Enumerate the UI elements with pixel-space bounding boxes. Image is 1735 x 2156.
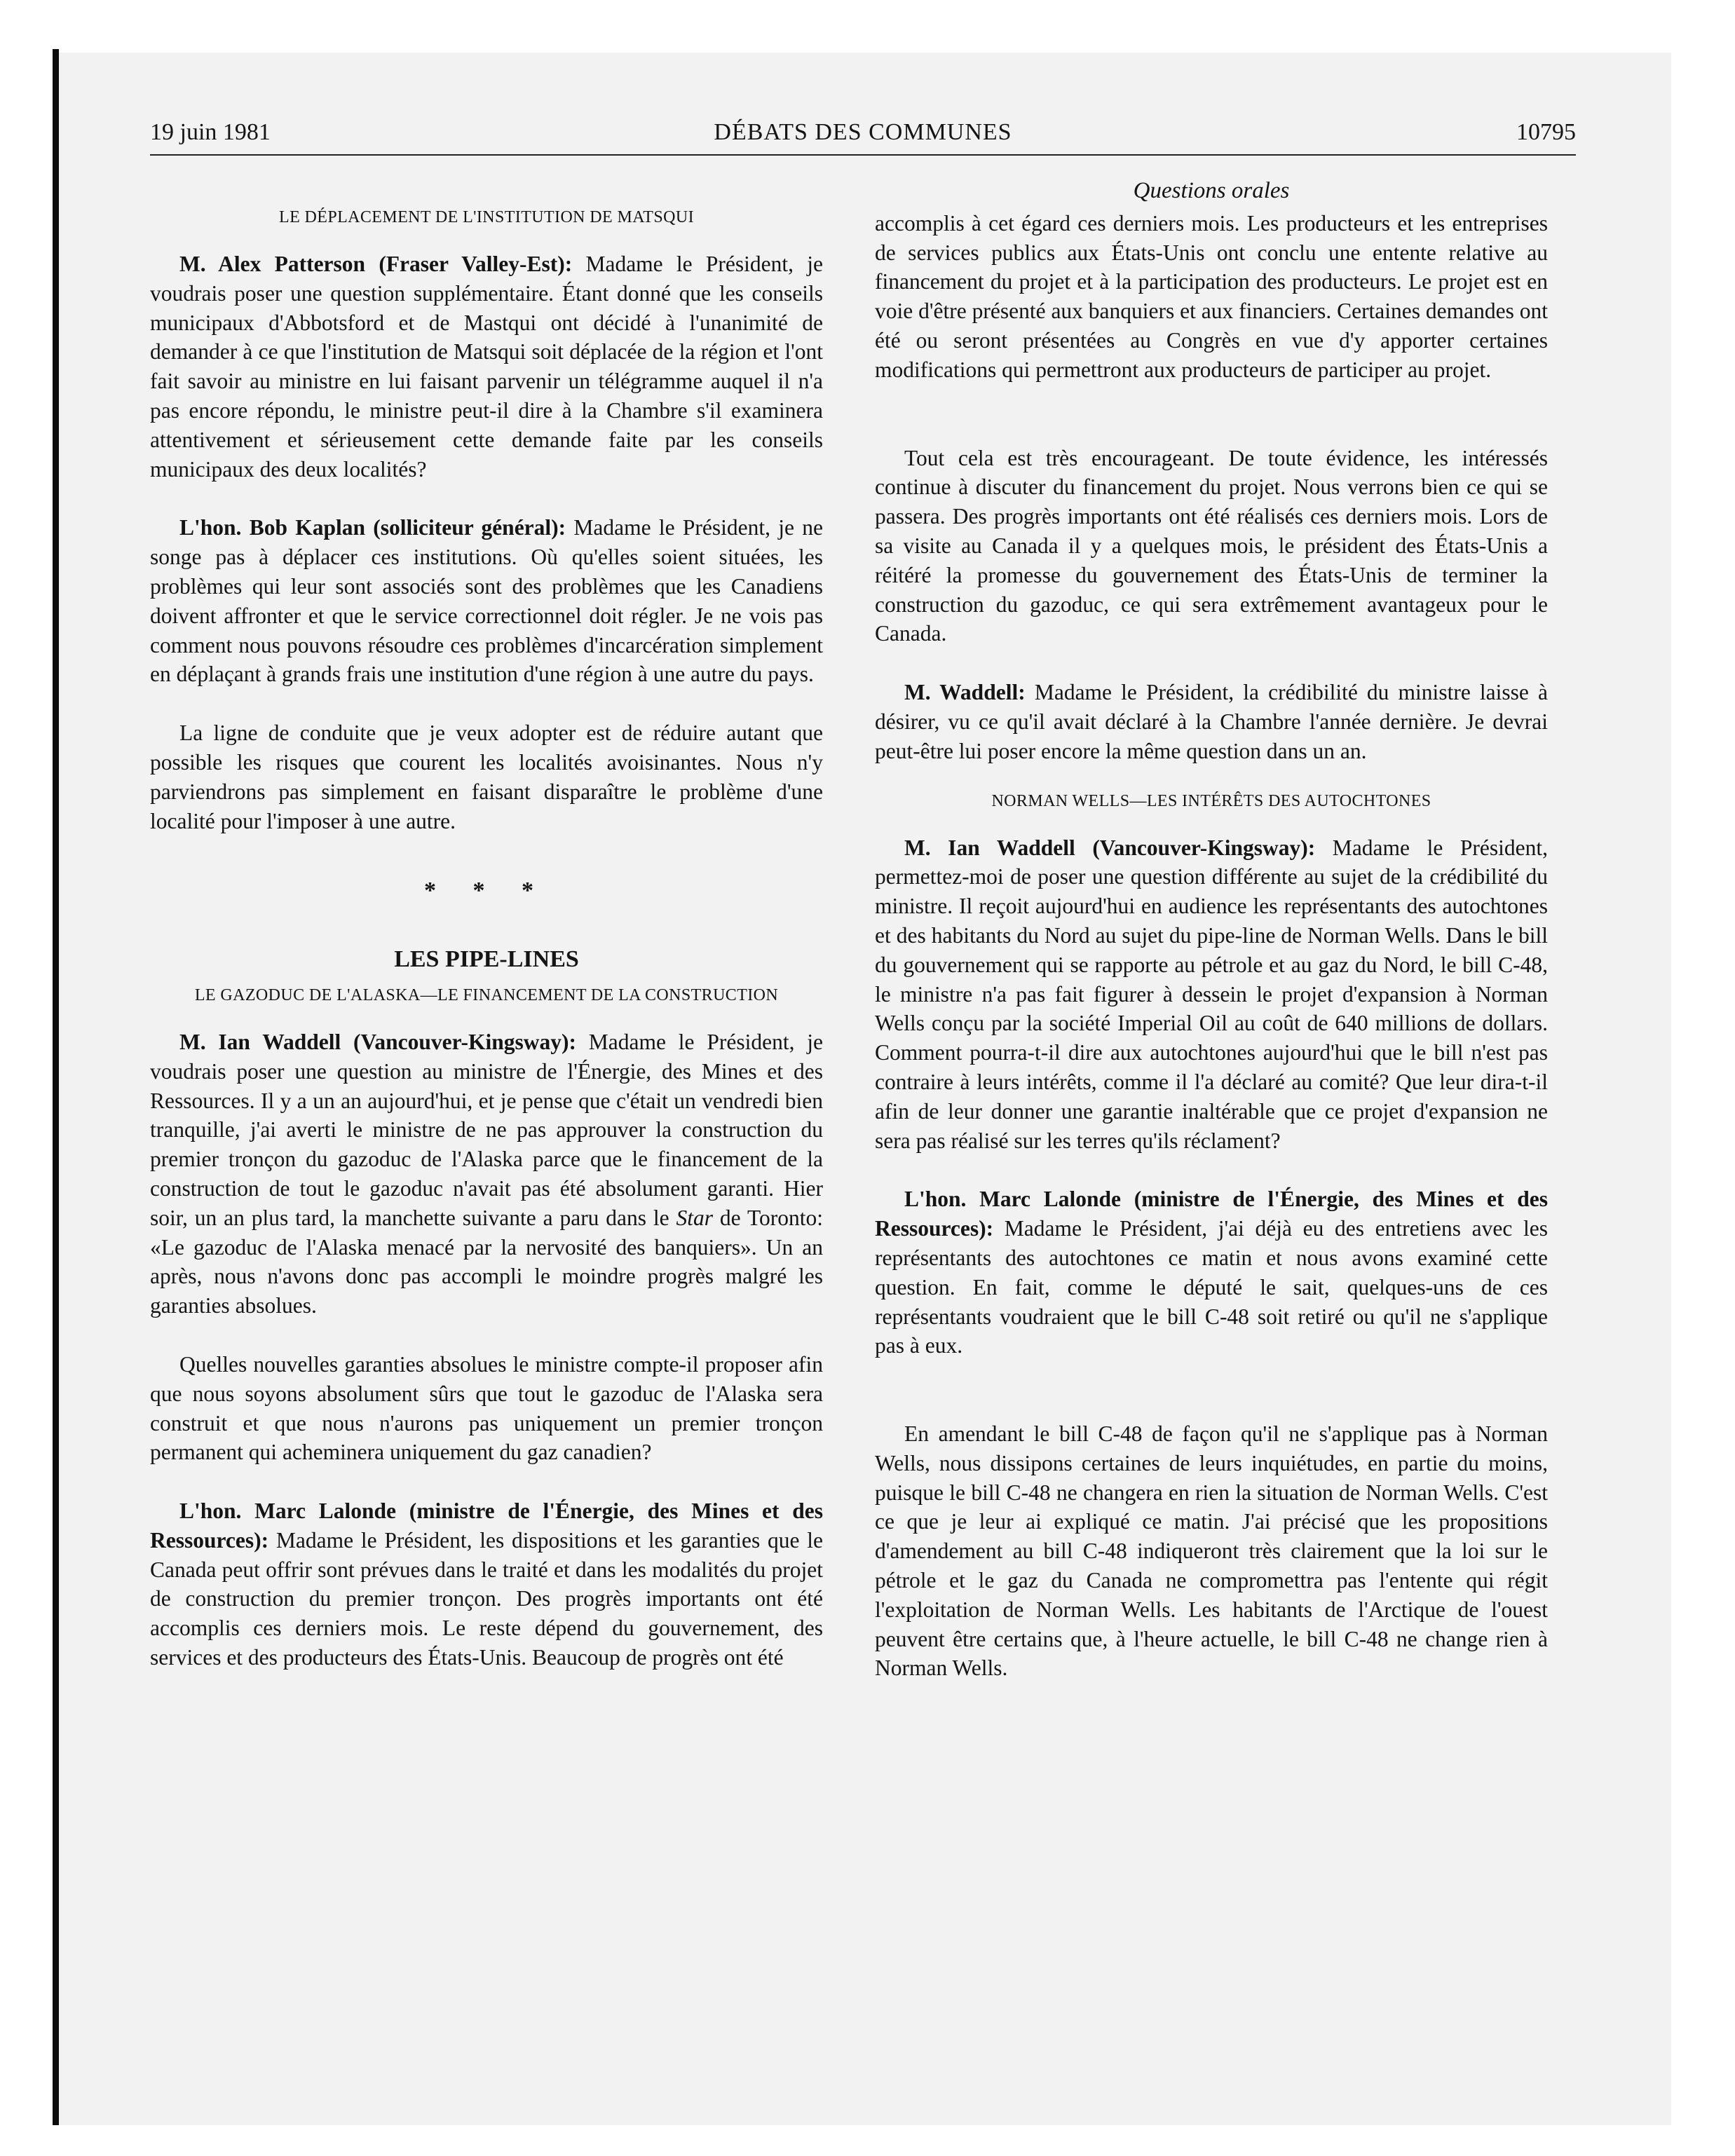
speaker-name: M. Waddell: bbox=[904, 680, 1026, 705]
page-header bbox=[150, 119, 1576, 153]
section-separator: * * * bbox=[424, 878, 549, 904]
paragraph-kaplan-2: La ligne de conduite que je veux adopter est de réduire autant que possible les risques que courent les localités avoisinantes. Nous n'y parviendrons pas simplement en faisant disparaître le problème d'une localité pour l'imposer à une autre. bbox=[150, 721, 823, 833]
paragraph-lalonde-continued-2: Tout cela est très encourageant. De toute évidence, les intéressés continue à discuter du financement du projet. Nous verrons bien ce qui se passera. Des progrès importants ont été réalisés ces derniers mois. Lors de sa visite au Canada il y a quelques mois, le président des États-Unis a réitéré la promesse du gouvernement des États-Unis de terminer la construction du gazoduc, ce qui sera extrêmement avantageux pour le Canada. bbox=[875, 445, 1548, 646]
section-title: LES PIPE-LINES bbox=[394, 946, 579, 973]
speaker-name: L'hon. Marc Lalonde (ministre de l'Énergie, des Mines et des Ressources): bbox=[150, 1499, 823, 1553]
speech-text: Madame le Président, je voudrais poser une question supplémentaire. Étant donné que les conseils municipaux d'Abbotsford et de Mastqui ont décidé à l'unanimité de demander à ce que l'institution de Matsqui soit déplacée de la région et l'ont fait savoir au ministre en lui faisant parvenir un télégramme auquel il n'a pas encore répondu, le ministre peut-il dire à la Chambre s'il examinera attentivement et sérieusement cette demande faite par les conseils municipaux des deux localités? bbox=[150, 252, 823, 482]
paragraph-waddell-2: Quelles nouvelles garanties absolues le ministre compte-il proposer afin que nous soyons absolument sûrs que tout le gazoduc de l'Alaska sera construit et que nous n'aurons pas uniquement un premier tronçon permanent qui acheminera uniquement du gaz canadien? bbox=[150, 1351, 823, 1465]
paragraph-patterson bbox=[150, 250, 823, 484]
running-head: Questions orales bbox=[1133, 178, 1290, 203]
paragraph-waddell bbox=[150, 1028, 823, 1321]
speech-text: Madame le Président, les dispositions et les garanties que le Canada peut offrir sont prévues dans le traité et dans les modalités du projet de construction du premier tronçon. Des progrès importants ont été accomplis ces derniers mois. Le reste dépend du gouvernement, des services et des producteurs des États-Unis. Beaucoup de progrès ont été bbox=[150, 1527, 823, 1670]
speaker-name: M. Ian Waddell (Vancouver-Kingsway): bbox=[904, 835, 1316, 860]
newspaper-name: Star bbox=[676, 1205, 714, 1230]
paragraph-waddell-reply bbox=[875, 678, 1548, 765]
paragraph-lalonde-norman-wells bbox=[875, 1185, 1548, 1360]
subheading-norman-wells: NORMAN WELLS—LES INTÉRÊTS DES AUTOCHTONES bbox=[991, 791, 1431, 810]
scan-margin bbox=[0, 0, 53, 2156]
paragraph-kaplan bbox=[150, 513, 823, 689]
subheading-matsqui: LE DÉPLACEMENT DE L'INSTITUTION DE MATSQUI bbox=[279, 208, 694, 226]
speech-text: Madame le Président, permettez-moi de poser une question différente au sujet de la crédibilité du ministre. Il reçoit aujourd'hui en audience les représentants des autochtones et des habitants du Nord au sujet du pipe-line de Norman Wells. Dans le bill du gouvernement qui se rapporte au pétrole et au gaz du Nord, le bill C-48, le ministre n'a pas fait figurer à dessein le projet d'expansion à Norman Wells conçu par la société Imperial Oil au coût de 640 millions de dollars. Comment pourra-t-il dire aux autochtones aujourd'hui que le bill n'est pas contraire à leurs intérêts, comme il l'a déclaré au comité? Que leur dira-t-il afin de leur donner une garantie inaltérable que ce projet d'expansion ne sera pas réalisé sur les terres qu'ils réclament? bbox=[875, 835, 1548, 1153]
paragraph-lalonde-norman-wells-2: En amendant le bill C-48 de façon qu'il ne s'applique pas à Norman Wells, nous dissipons certaines de leurs inquiétudes, en partie du moins, puisque le bill C-48 ne changera en rien la situation de Norman Wells. C'est ce que je leur ai expliqué ce matin. J'ai précisé que les propositions d'amendement au bill C-48 indiqueront très clairement que la loi sur le pétrole et le gaz du Canada ne compromettra pas l'entente qui régit l'exploitation de Norman Wells. Les habitants de l'Arctique de l'ouest peuvent être certains que, à l'heure actuelle, le bill C-48 ne change rien à Norman Wells. bbox=[875, 1421, 1548, 1681]
scan-binding-edge bbox=[53, 49, 59, 2125]
speech-text: Madame le Président, j'ai déjà eu des entretiens avec les représentants des autochtones ce matin et nous avons examiné cette question. En fait, comme le député le sait, quelques-uns de ces représentants voudraient que le bill C-48 soit retiré ou qu'il ne s'applique pas à eux. bbox=[875, 1216, 1548, 1358]
left-column bbox=[150, 177, 823, 1672]
paragraph-waddell-norman-wells bbox=[875, 833, 1548, 1156]
speaker-name: M. Alex Patterson (Fraser Valley-Est): bbox=[179, 252, 573, 276]
header-title: DÉBATS DES COMMUNES bbox=[714, 119, 1012, 145]
header-rule bbox=[150, 154, 1576, 156]
speech-text: Madame le Président, la crédibilité du ministre laisse à désirer, vu ce qu'il avait déclaré à la Chambre l'année dernière. Je devrai peut-être lui poser encore la même question dans un an. bbox=[875, 680, 1549, 763]
speech-text: Madame le Président, je ne songe pas à déplacer ces institutions. Où qu'elles soient situées, les problèmes qui leur sont associés sont des problèmes que les Canadiens doivent affronter et que le service correctionnel doit régler. Je ne vois pas comment nous pouvons résoudre ces problèmes d'incarcération simplement en déplaçant à grands frais une institution d'une région à une autre du pays. bbox=[150, 515, 824, 687]
speech-text: de Toronto: «Le gazoduc de l'Alaska menacé par la nervosité des banquiers». Un an après, nous n'avons donc pas accompli le moindre progrès malgré les garanties absolues. bbox=[150, 1205, 823, 1318]
speaker-name: L'hon. Bob Kaplan (solliciteur général): bbox=[179, 515, 566, 540]
speech-text: Madame le Président, je voudrais poser une question au ministre de l'Énergie, des Mines et des Ressources. Il y a un an aujourd'hui, et je pense que c'était un vendredi bien tranquille, j'ai averti le ministre de ne pas approuver la construction du premier tronçon du gazoduc de l'Alaska parce que le financement de la construction de tout le gazoduc n'avait pas été absolument garanti. Hier soir, un an plus tard, la manchette suivante a paru dans le bbox=[150, 1029, 823, 1230]
speaker-name: M. Ian Waddell (Vancouver-Kingsway): bbox=[179, 1029, 576, 1054]
speaker-name: L'hon. Marc Lalonde (ministre de l'Énergie, des Mines et des Ressources): bbox=[875, 1187, 1548, 1241]
header-date: 19 juin 1981 bbox=[150, 119, 271, 145]
right-column bbox=[875, 177, 1548, 1683]
header-page-number: 10795 bbox=[1516, 119, 1576, 145]
paragraph-lalonde-continued: accomplis à cet égard ces derniers mois. Les producteurs et les entreprises de services publics aux États-Unis ont conclu une entente relative au financement du projet et à la participation des producteurs. Le projet est en voie d'être présenté aux banquiers et aux financiers. Certaines demandes ont été ou seront présentées au Congrès en vue d'y apporter certaines modifications qui permettront aux producteurs de participer au projet. bbox=[875, 210, 1548, 382]
paragraph-lalonde bbox=[150, 1496, 823, 1672]
subheading-alaska: LE GAZODUC DE L'ALASKA—LE FINANCEMENT DE LA CONSTRUCTION bbox=[194, 985, 779, 1004]
